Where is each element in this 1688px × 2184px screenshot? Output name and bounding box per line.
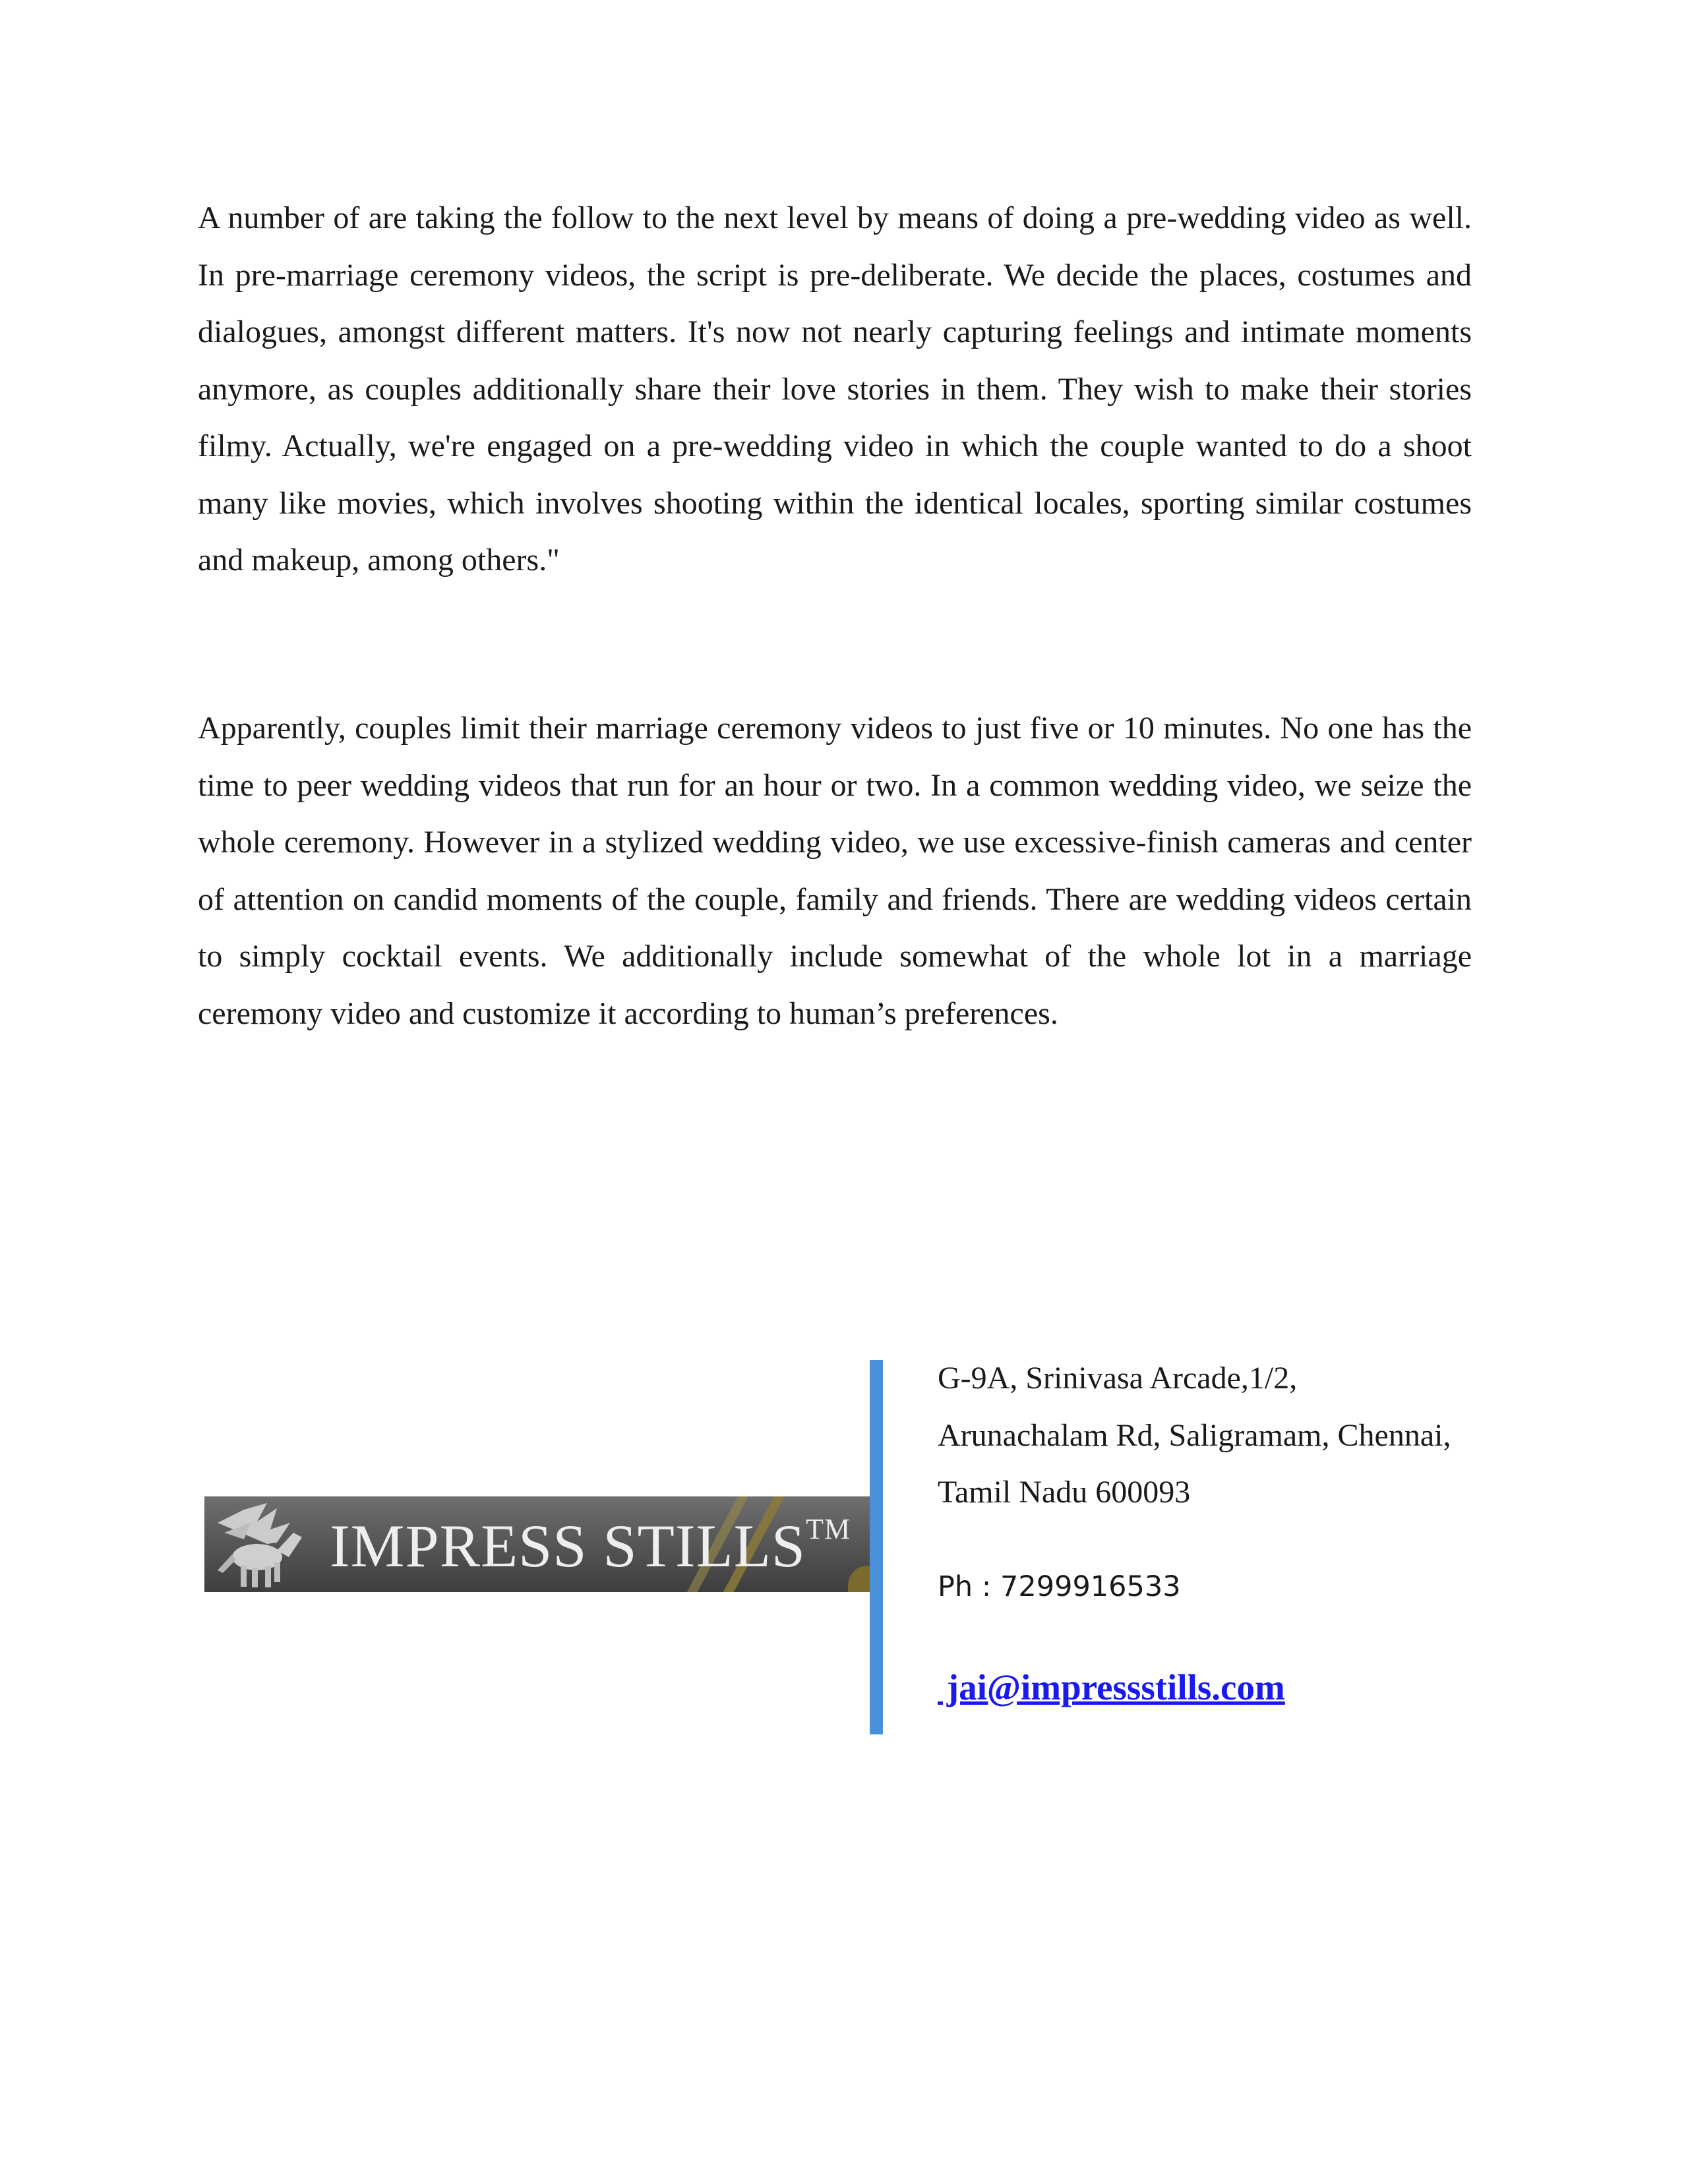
logo-trademark: TM [806, 1513, 851, 1545]
address-block [938, 1350, 1451, 1521]
company-logo [204, 1496, 870, 1592]
body-paragraph-2: Apparently, couples limit their marriage ceremony videos to just five or 10 minutes. No one has the time to peer wedding videos that run for an hour or two. In a common wedding video, we seize the whole ceremony. However in a stylized wedding video, we use excessive-finish cameras and center of attention on candid moments of the couple, family and friends. There are wedding videos certain to simply cocktail events. We additionally include somewhat of the whole lot in a marriage ceremony video and customize it according to human’s preferences. [198, 711, 1472, 1031]
body-paragraph-1: A number of are taking the follow to the next level by means of doing a pre-wedding video as well. In pre-marriage ceremony videos, the script is pre-deliberate. We decide the places, costumes and dialogues, amongst different matters. It's now not nearly capturing feelings and intimate moments anymore, as couples additionally share their love stories in them. They wish to make their stories filmy. Actually, we're engaged on a pre-wedding video in which the couple wanted to do a shoot many like movies, which involves shooting within the identical locales, sporting similar costumes and makeup, among others." [198, 200, 1472, 577]
address-line-2: Arunachalam Rd, Saligramam, Chennai, [938, 1417, 1451, 1453]
vertical-divider [870, 1360, 883, 1734]
address-line-3: Tamil Nadu 600093 [938, 1475, 1191, 1510]
address-line-1: G-9A, Srinivasa Arcade,1/2, [938, 1361, 1298, 1396]
pegasus-icon [204, 1496, 316, 1592]
email-link[interactable]: jai@impressstills.com [938, 1667, 1285, 1707]
logo-name: IMPRESS STILLS [330, 1512, 806, 1579]
logo-wordmark [330, 1510, 851, 1582]
phone-number: Ph : 7299916533 [938, 1570, 1181, 1603]
logo-decoration [848, 1566, 870, 1592]
